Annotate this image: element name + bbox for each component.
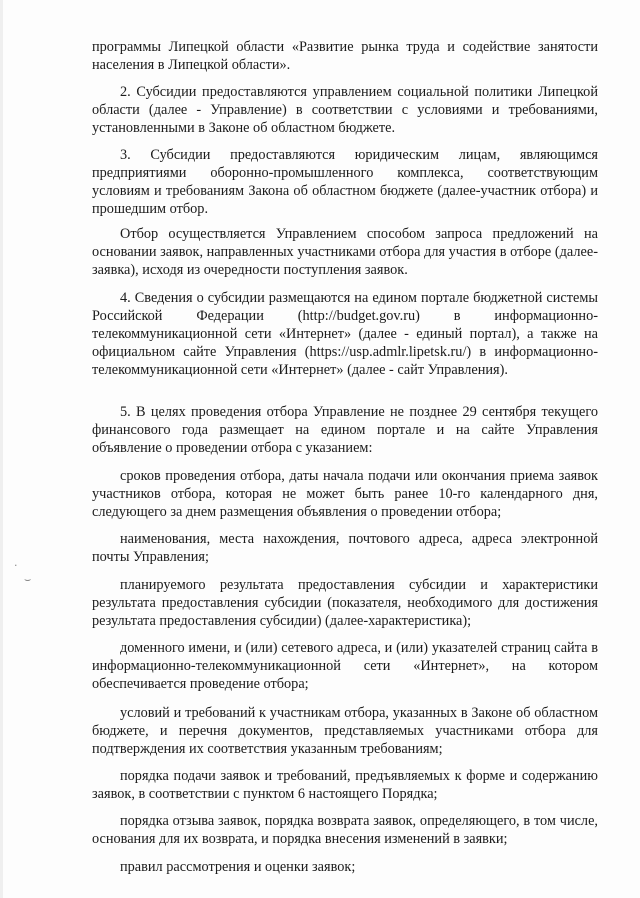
- list-item-submission-order: порядка подачи заявок и требований, предъявляемых к форме и содержанию заявок, в соответствии с пунктом 6 настоящего Порядка;: [92, 768, 598, 802]
- scan-edge: [0, 0, 3, 898]
- paragraph-selection: Отбор осуществляется Управлением способом запроса предложений на основании заявок, направленных участниками отбора для участия в отборе (далее-заявка), исходя из очередности поступления заявок.: [92, 226, 598, 278]
- list-item-requirements: условий и требований к участникам отбора, указанных в Законе об областном бюджете, и перечня документов, представляемых участниками отбора для подтверждения их соответствия указанным требованиям;: [92, 705, 598, 757]
- paragraph-item-3: 3. Субсидии предоставляются юридическим лицам, являющимся предприятиями оборонно-промышленного комплекса, соответствующим условиям и требованиям Закона об областном бюджете (далее-участник отбора) и прошедшим отбор.: [92, 147, 598, 217]
- list-item-name-address: наименования, места нахождения, почтового адреса, адреса электронной почты Управления;: [92, 531, 598, 565]
- list-item-review-rules: правил рассмотрения и оценки заявок;: [120, 859, 356, 875]
- list-item-withdrawal: порядка отзыва заявок, порядка возврата заявок, определяющего, в том числе, основания для их возврата, и порядка внесения изменений в заявки;: [92, 813, 598, 847]
- paragraph-program-name: программы Липецкой области «Развитие рынка труда и содействие занятости населения в Липецкой области».: [92, 39, 598, 73]
- scan-mark: ·: [14, 559, 18, 572]
- scan-mark: ⌣: [24, 573, 32, 586]
- list-item-deadlines: сроков проведения отбора, даты начала подачи или окончания приема заявок участников отбора, которая не может быть ранее 10-го календарного дня, следующего за днем размещения объявления о проведении отбора;: [92, 468, 598, 520]
- list-item-domain: доменного имени, и (или) сетевого адреса, и (или) указателей страниц сайта в информационно-телекоммуникационной сети «Интернет», на котором обеспечивается проведение отбора;: [92, 640, 598, 692]
- paragraph-item-2: 2. Субсидии предоставляются управлением социальной политики Липецкой области (далее - Управление) в соответствии с условиями и требованиями, установленными в Законе об областном бюджете.: [92, 84, 598, 136]
- list-item-result: планируемого результата предоставления субсидии и характеристики результата предоставления субсидии (показателя, необходимого для достижения результата предоставления субсидии) (далее-характеристика);: [92, 577, 598, 629]
- paragraph-item-5: 5. В целях проведения отбора Управление не позднее 29 сентября текущего финансового года размещает на едином портале и на сайте Управления объявление о проведении отбора с указанием:: [92, 404, 598, 456]
- paragraph-item-4: 4. Сведения о субсидии размещаются на едином портале бюджетной системы Российской Федерации (http://budget.gov.ru) в информационно-телекоммуникационной сети «Интернет» (далее - единый портал), а также на официальном сайте Управления (https://usp.admlr.lipetsk.ru/) в информационно-телекоммуникационной сети «Интернет» (далее - сайт Управления).: [92, 290, 598, 378]
